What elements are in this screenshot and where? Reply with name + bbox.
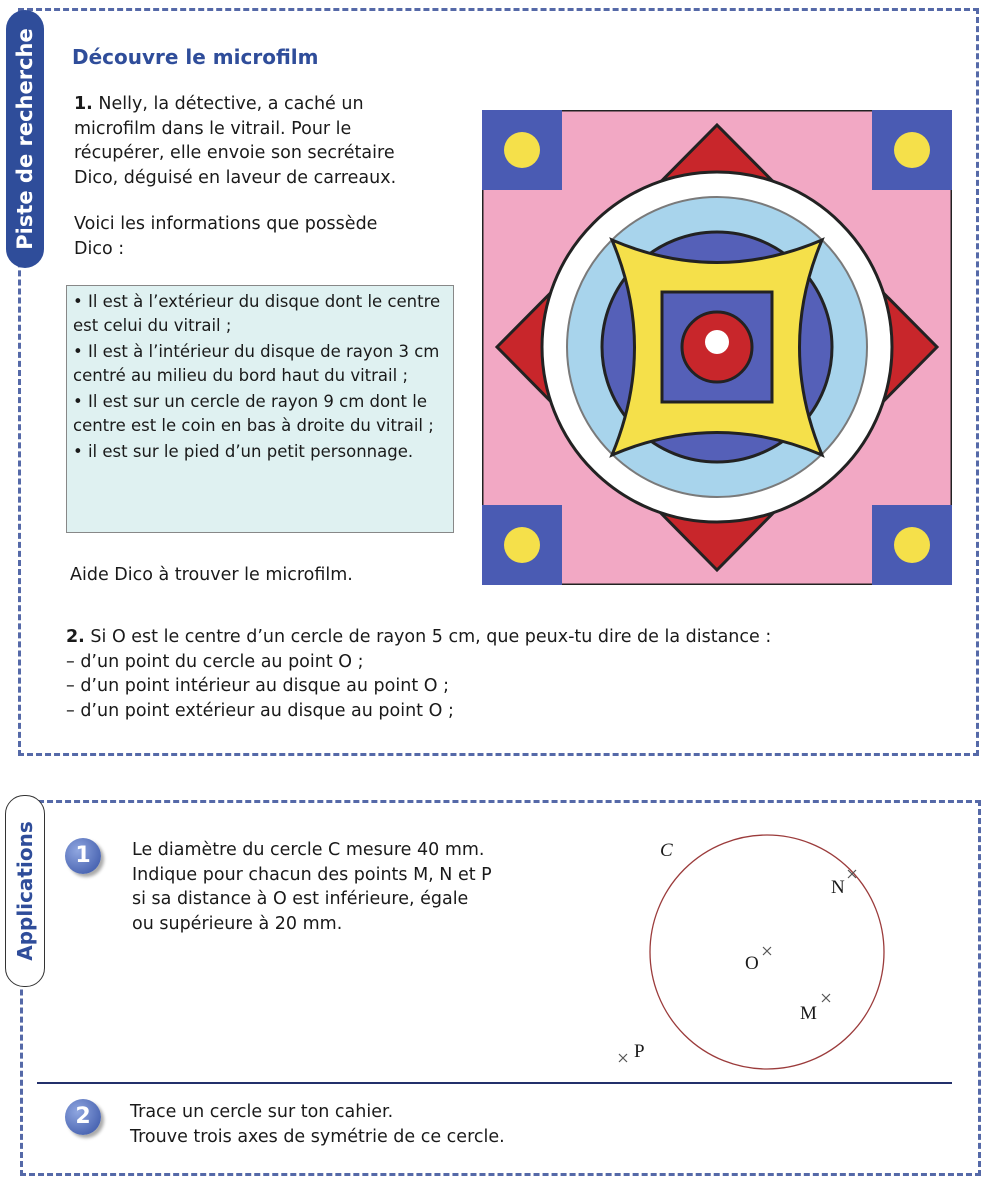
label-p: P xyxy=(634,1041,645,1062)
ex1-line: Le diamètre du cercle C mesure 40 mm. xyxy=(132,840,485,860)
clue: • Il est à l’intérieur du disque de rayon 3 cm centré au milieu du bord haut du vitrail ; xyxy=(73,342,440,385)
q2-line: – d’un point intérieur au disque au point O ; xyxy=(66,676,449,696)
applications-tab xyxy=(5,795,45,987)
q1-line: Nelly, la détective, a caché un xyxy=(98,94,364,114)
ex1-line: si sa distance à O est inférieure, égale xyxy=(132,889,469,909)
q2-number: 2. xyxy=(66,627,85,647)
exercise-1-badge: 1 xyxy=(65,838,101,874)
ex2-line: Trouve trois axes de symétrie de ce cercle. xyxy=(130,1126,505,1147)
clue: • Il est à l’extérieur du disque dont le centre est celui du vitrail ; xyxy=(73,292,441,335)
circle-figure xyxy=(600,820,900,1080)
info-intro-line: Dico : xyxy=(74,238,125,259)
exercise-2-text xyxy=(130,1100,505,1149)
ex2-line: Trace un cercle sur ton cahier. xyxy=(130,1102,394,1122)
label-m: M xyxy=(800,1003,817,1024)
q1-line: Dico, déguisé en laveur de carreaux. xyxy=(74,167,397,188)
clues-box xyxy=(66,285,454,533)
clue: • Il est sur un cercle de rayon 9 cm dont le centre est le coin en bas à droite du vitrail ; xyxy=(73,392,434,435)
label-o: O xyxy=(745,953,759,974)
research-tab-label: Piste de recherche xyxy=(13,28,37,250)
clue: • il est sur le pied d’un petit personnage. xyxy=(73,442,414,461)
ex1-line: Indique pour chacun des points M, N et P xyxy=(132,864,492,885)
ex1-line: ou supérieure à 20 mm. xyxy=(132,913,343,934)
q2-line: – d’un point extérieur au disque au point O ; xyxy=(66,700,454,721)
question-1 xyxy=(74,92,396,190)
info-intro-line: Voici les informations que possède xyxy=(74,214,378,234)
stained-glass-illustration xyxy=(482,110,952,585)
q1-line: microfilm dans le vitrail. Pour le xyxy=(74,118,352,139)
help-text: Aide Dico à trouver le microfilm. xyxy=(70,565,353,585)
label-n: N xyxy=(831,877,845,898)
q2-line: Si O est le centre d’un cercle de rayon 5 cm, que peux-tu dire de la distance : xyxy=(90,627,772,647)
exercise-2-badge: 2 xyxy=(65,1099,101,1135)
info-intro xyxy=(74,212,377,261)
exercise-1-text xyxy=(132,838,492,936)
label-c: C xyxy=(660,840,673,861)
applications-tab-label: Applications xyxy=(13,821,37,961)
question-2 xyxy=(66,625,771,723)
q2-line: – d’un point du cercle au point O ; xyxy=(66,651,364,672)
research-tab xyxy=(6,10,44,268)
q1-line: récupérer, elle envoie son secrétaire xyxy=(74,143,395,163)
section-title: Découvre le microfilm xyxy=(72,45,319,69)
q1-number: 1. xyxy=(74,94,93,114)
divider xyxy=(37,1082,952,1084)
